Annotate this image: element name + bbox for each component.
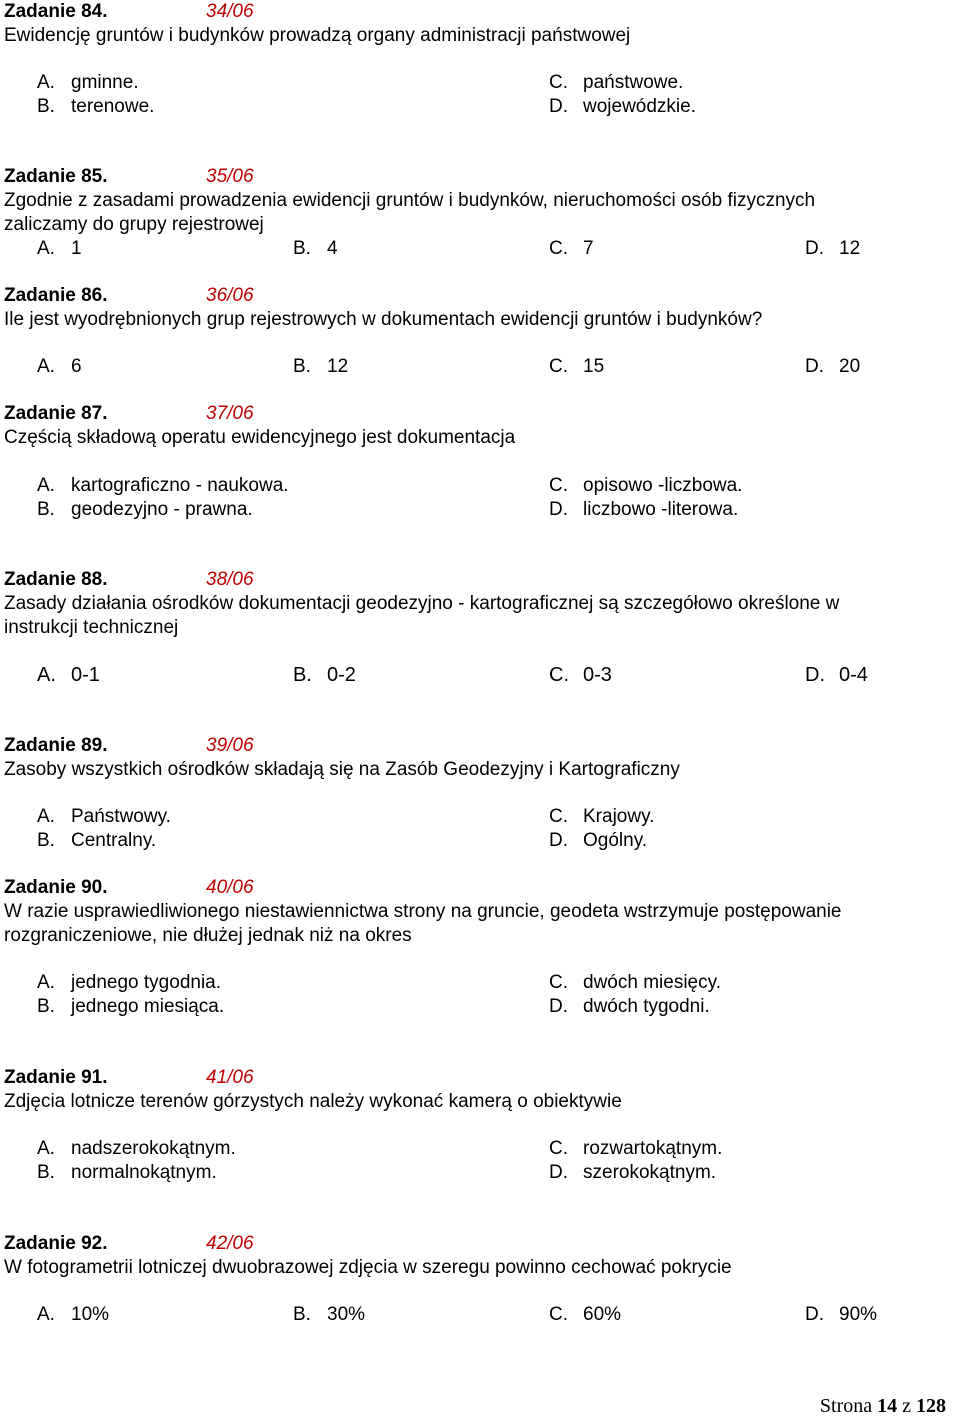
option-d	[805, 237, 860, 261]
option-b	[37, 498, 253, 522]
option-b	[293, 1303, 365, 1327]
option-letter: A.	[37, 475, 55, 496]
option-a	[37, 355, 82, 379]
option-text: 0-2	[327, 664, 356, 686]
option-letter: C.	[549, 1304, 568, 1325]
task-question: Zasoby wszystkich ośrodków składają się na Zasób Geodezyjny i Kartograficzny	[4, 759, 680, 780]
option-letter: C.	[549, 664, 569, 686]
option-b	[37, 95, 154, 119]
option-text: 0-3	[583, 664, 612, 686]
task-ref: 39/06	[206, 735, 254, 756]
footer-label: Strona	[819, 1395, 873, 1417]
footer-separator: z	[902, 1395, 911, 1417]
option-letter: C.	[549, 806, 568, 827]
task-ref: 34/06	[206, 1, 254, 22]
option-text: terenowe.	[71, 96, 155, 117]
option-letter: B.	[37, 996, 55, 1017]
task-title: Zadanie 87.	[4, 403, 108, 424]
option-letter: C.	[549, 72, 568, 93]
option-letter: D.	[549, 1162, 568, 1183]
option-text: rozwartokątnym.	[583, 1138, 723, 1159]
option-a	[37, 1137, 236, 1161]
option-c	[549, 355, 604, 379]
option-text: geodezyjno - prawna.	[71, 499, 253, 520]
option-d	[549, 95, 696, 119]
option-d	[805, 1303, 877, 1327]
option-letter: D.	[805, 356, 824, 377]
option-b	[293, 237, 338, 261]
option-letter: D.	[549, 830, 568, 851]
option-text: wojewódzkie.	[583, 96, 696, 117]
option-d	[549, 829, 647, 853]
task-question: rozgraniczeniowe, nie dłużej jednak niż na okres	[4, 925, 412, 946]
task-title: Zadanie 91.	[4, 1067, 108, 1088]
option-a	[37, 474, 289, 498]
task-question: W razie usprawiedliwionego niestawiennictwa strony na gruncie, geodeta wstrzymuje postępowanie	[4, 901, 842, 922]
option-text: gminne.	[71, 72, 139, 93]
option-letter: B.	[293, 356, 311, 377]
task-question: Zgodnie z zasadami prowadzenia ewidencji gruntów i budynków, nieruchomości osób fizycznych	[4, 190, 816, 211]
task-ref: 40/06	[206, 877, 254, 898]
option-c	[549, 1137, 722, 1161]
page-footer	[820, 1395, 946, 1418]
option-text: normalnokątnym.	[71, 1162, 217, 1183]
option-c	[549, 971, 721, 995]
task-question: Częścią składową operatu ewidencyjnego jest dokumentacja	[4, 427, 516, 448]
option-d	[549, 498, 738, 522]
option-letter: A.	[37, 664, 56, 686]
task-title: Zadanie 92.	[4, 1233, 108, 1254]
option-d	[805, 355, 860, 379]
option-text: kartograficzno - naukowa.	[71, 475, 289, 496]
option-text: jednego tygodnia.	[71, 972, 222, 993]
task-question: zaliczamy do grupy rejestrowej	[4, 214, 264, 235]
option-a	[37, 237, 82, 261]
option-letter: A.	[37, 238, 55, 259]
option-letter: D.	[549, 996, 568, 1017]
option-a	[37, 1303, 109, 1327]
option-c	[549, 805, 654, 829]
task-title: Zadanie 90.	[4, 877, 108, 898]
option-text: 0-1	[71, 664, 100, 686]
option-d	[549, 1161, 716, 1185]
option-letter: C.	[549, 356, 568, 377]
option-letter: B.	[37, 96, 55, 117]
option-c	[549, 71, 683, 95]
option-text: dwóch miesięcy.	[583, 972, 721, 993]
option-text: Ogólny.	[583, 830, 648, 851]
option-text: 15	[583, 356, 605, 377]
option-letter: D.	[549, 96, 568, 117]
option-letter: C.	[549, 238, 568, 259]
task-title: Zadanie 86.	[4, 285, 108, 306]
task-ref: 38/06	[206, 569, 254, 590]
option-letter: B.	[37, 830, 55, 851]
option-letter: A.	[37, 356, 55, 377]
task-title: Zadanie 88.	[4, 569, 108, 590]
option-letter: D.	[805, 664, 825, 686]
option-text: nadszerokokątnym.	[71, 1138, 236, 1159]
task-title: Zadanie 89.	[4, 735, 108, 756]
option-text: państwowe.	[583, 72, 684, 93]
option-letter: B.	[37, 1162, 55, 1183]
option-text: Państwowy.	[71, 806, 171, 827]
task-ref: 41/06	[206, 1067, 254, 1088]
option-b	[37, 995, 224, 1019]
option-text: 7	[583, 238, 594, 259]
option-b	[293, 355, 348, 379]
option-text: 0-4	[839, 664, 868, 686]
option-letter: C.	[549, 475, 568, 496]
option-text: szerokokątnym.	[583, 1162, 717, 1183]
task-question: Ile jest wyodrębnionych grup rejestrowych w dokumentach ewidencji gruntów i budynków?	[4, 309, 763, 330]
option-c	[549, 474, 742, 498]
option-text: jednego miesiąca.	[71, 996, 225, 1017]
page-total: 128	[916, 1395, 946, 1417]
option-text: 12	[839, 238, 861, 259]
option-c	[549, 1303, 621, 1327]
task-ref: 37/06	[206, 403, 254, 424]
option-letter: C.	[549, 1138, 568, 1159]
option-letter: D.	[549, 499, 568, 520]
option-letter: D.	[805, 238, 824, 259]
option-d	[805, 663, 868, 687]
option-letter: A.	[37, 972, 55, 993]
option-text: 20	[839, 356, 861, 377]
task-ref: 35/06	[206, 166, 254, 187]
option-letter: D.	[805, 1304, 824, 1325]
task-ref: 42/06	[206, 1233, 254, 1254]
option-text: dwóch tygodni.	[583, 996, 710, 1017]
task-title: Zadanie 84.	[4, 1, 108, 22]
option-letter: A.	[37, 1138, 55, 1159]
option-c	[549, 663, 612, 687]
option-d	[549, 995, 710, 1019]
option-a	[37, 805, 171, 829]
option-text: 4	[327, 238, 338, 259]
option-c	[549, 237, 594, 261]
option-a	[37, 971, 221, 995]
option-text: 90%	[839, 1304, 878, 1325]
option-text: Krajowy.	[583, 806, 655, 827]
task-question: Zdjęcia lotnicze terenów górzystych należy wykonać kamerą o obiektywie	[4, 1091, 622, 1112]
page-number: 14	[877, 1395, 898, 1417]
option-letter: B.	[293, 238, 311, 259]
option-b	[37, 829, 156, 853]
option-letter: B.	[293, 1304, 311, 1325]
option-text: 12	[327, 356, 349, 377]
option-a	[37, 663, 100, 687]
option-text: 30%	[327, 1304, 366, 1325]
option-text: 10%	[71, 1304, 110, 1325]
option-letter: A.	[37, 72, 55, 93]
option-a	[37, 71, 139, 95]
option-text: 1	[71, 238, 82, 259]
option-text: Centralny.	[71, 830, 157, 851]
task-question: W fotogrametrii lotniczej dwuobrazowej zdjęcia w szeregu powinno cechować pokrycie	[4, 1257, 732, 1278]
option-b	[293, 663, 356, 687]
option-text: opisowo -liczbowa.	[583, 475, 743, 496]
task-ref: 36/06	[206, 285, 254, 306]
option-text: liczbowo -literowa.	[583, 499, 739, 520]
option-letter: C.	[549, 972, 568, 993]
option-letter: A.	[37, 1304, 55, 1325]
option-text: 6	[71, 356, 82, 377]
option-letter: A.	[37, 806, 55, 827]
task-question: Zasady działania ośrodków dokumentacji geodezyjno - kartograficznej są szczegółowo określone w	[4, 593, 840, 614]
option-b	[37, 1161, 217, 1185]
option-text: 60%	[583, 1304, 622, 1325]
option-letter: B.	[37, 499, 55, 520]
option-letter: B.	[293, 664, 312, 686]
task-title: Zadanie 85.	[4, 166, 108, 187]
task-question: Ewidencję gruntów i budynków prowadzą organy administracji państwowej	[4, 25, 631, 46]
task-question: instrukcji technicznej	[4, 617, 179, 638]
